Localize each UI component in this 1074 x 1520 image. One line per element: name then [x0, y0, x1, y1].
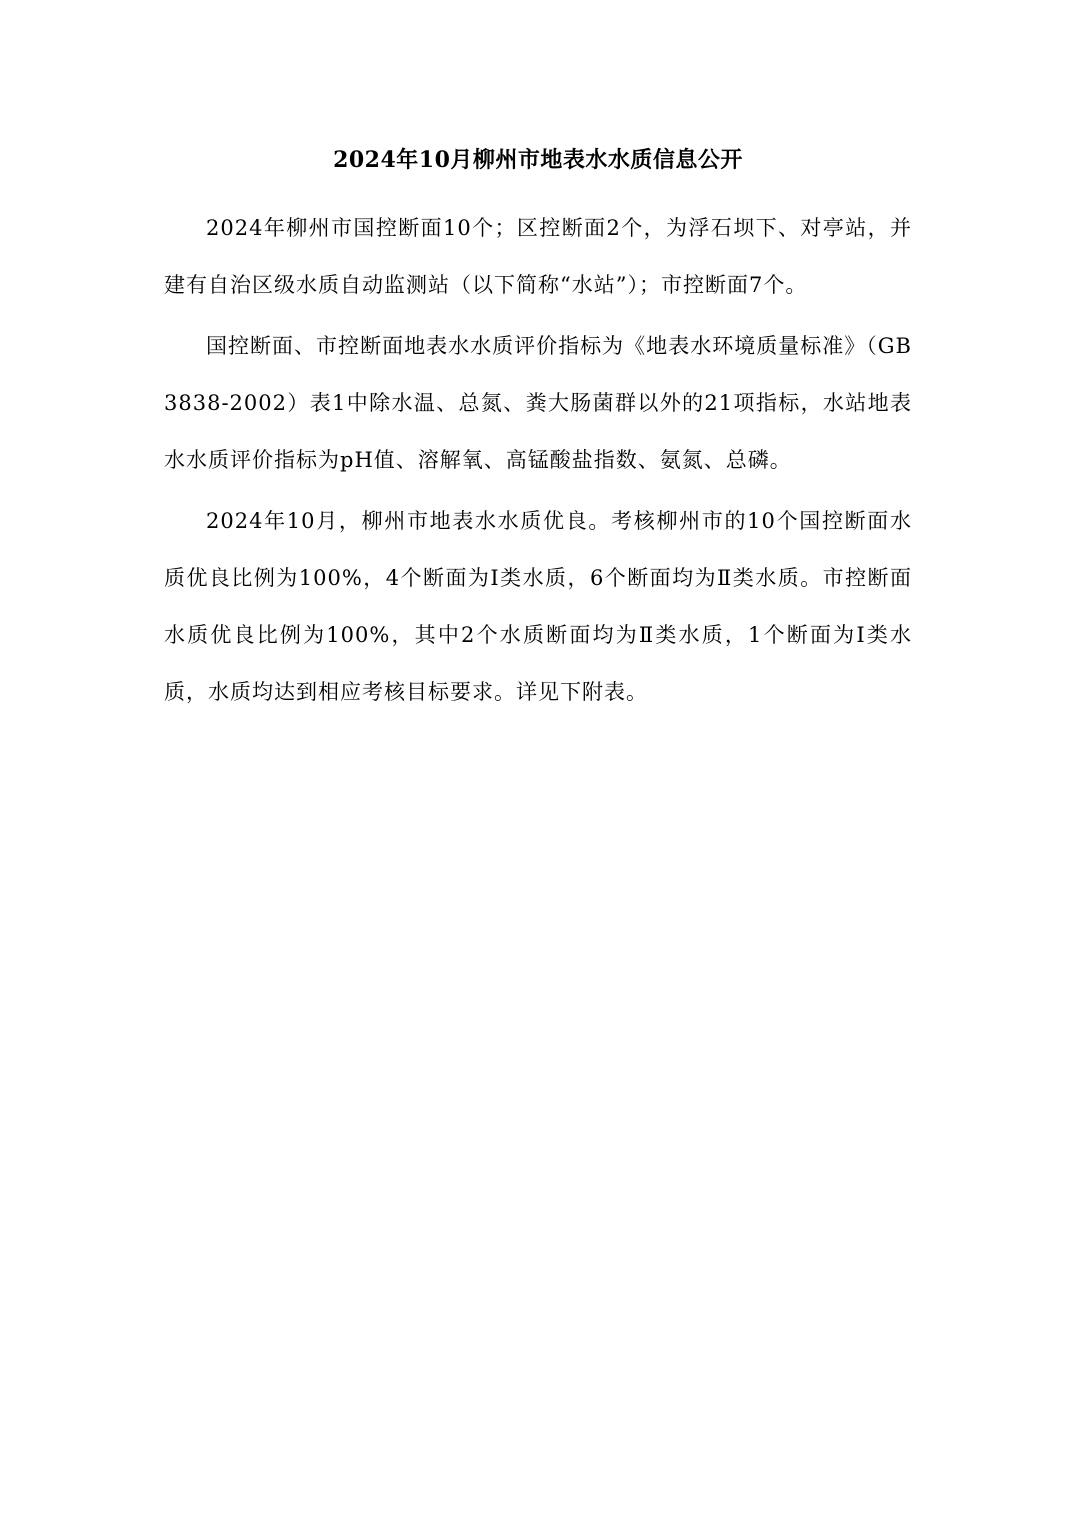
- paragraph-monitoring-sections: 2024年柳州市国控断面10个；区控断面2个，为浮石坝下、对亭站，并建有自治区级水质自动监测站（以下简称“水站”）；市控断面7个。: [164, 216, 912, 297]
- document-title: 2024年10月柳州市地表水水质信息公开: [333, 147, 743, 173]
- document-body: [164, 140, 912, 725]
- paragraph-water-quality-results: 2024年10月，柳州市地表水水质优良。考核柳州市的10个国控断面水质优良比例为100%，4个断面为Ⅰ类水质，6个断面均为Ⅱ类水质。市控断面水质优良比例为100%，其中2个水质断面均为Ⅱ类水质，1个断面为Ⅰ类水质，水质均达到相应考核目标要求。详见下附表。: [164, 509, 912, 704]
- paragraph-evaluation-indicators: 国控断面、市控断面地表水水质评价指标为《地表水环境质量标准》（GB 3838-2002）表1中除水温、总氮、粪大肠菌群以外的21项指标，水站地表水水质评价指标为pH值、溶解氧、高锰酸盐指数、氨氮、总磷。: [164, 334, 912, 472]
